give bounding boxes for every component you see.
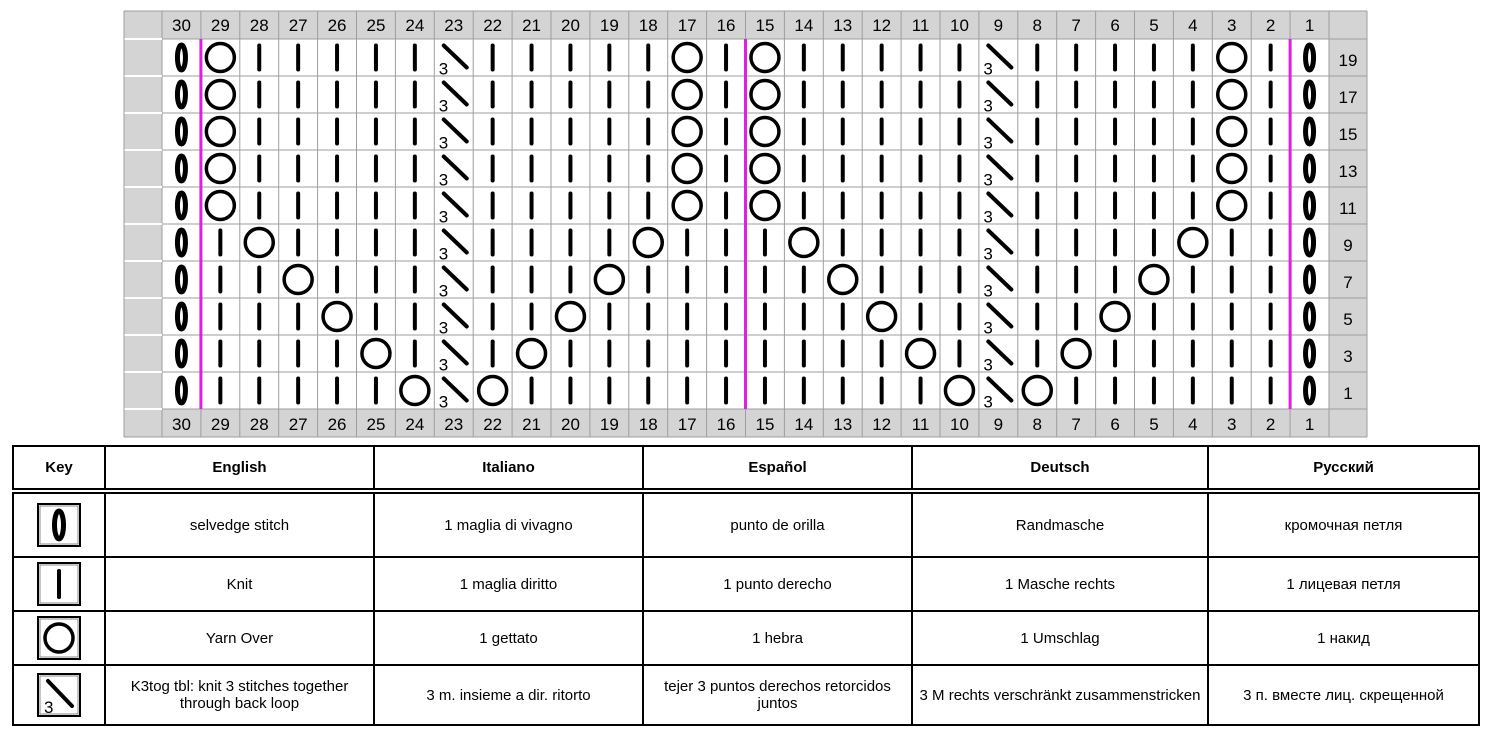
k3tog-numeral: 3 <box>438 170 449 190</box>
yarn-over-symbol <box>751 192 779 220</box>
legend-row-knit <box>13 557 1479 611</box>
row-number: 11 <box>1339 199 1357 218</box>
row-number: 9 <box>1343 236 1353 255</box>
yarn-over-symbol <box>284 266 312 294</box>
column-number-bottom: 14 <box>794 415 814 434</box>
legend-key-yo <box>13 611 105 665</box>
yarn-over-symbol <box>245 229 273 257</box>
legend-key-k3tog <box>13 665 105 725</box>
yarn-over-symbol <box>673 81 701 109</box>
legend-espanol: 1 punto derecho <box>643 557 912 611</box>
column-number-bottom: 25 <box>366 415 386 434</box>
yarn-over-symbol <box>1179 229 1207 257</box>
k3tog-numeral: 3 <box>438 207 449 227</box>
yarn-over-symbol <box>829 266 857 294</box>
k3tog-numeral: 3 <box>983 281 993 301</box>
legend-english: Knit <box>105 557 374 611</box>
row-number: 15 <box>1338 125 1358 144</box>
legend-deutsch: 1 Masche rechts <box>912 557 1208 611</box>
k3tog-numeral: 3 <box>438 392 449 412</box>
column-number-bottom: 9 <box>993 415 1004 434</box>
legend-deutsch: Randmasche <box>912 493 1208 557</box>
legend-key-knit <box>13 557 105 611</box>
yarn-over-symbol <box>1218 44 1246 72</box>
column-number-bottom: 2 <box>1265 415 1276 434</box>
k3tog-numeral: 3 <box>438 318 449 338</box>
column-number-top: 16 <box>716 16 736 35</box>
legend-header-key: Key <box>13 446 105 489</box>
k3tog-numeral: 3 <box>44 698 54 717</box>
yarn-over-symbol <box>206 155 234 183</box>
yarn-over-symbol <box>751 44 779 72</box>
column-number-bottom: 24 <box>405 415 425 434</box>
column-number-bottom: 27 <box>288 415 308 434</box>
column-number-bottom: 12 <box>872 415 892 434</box>
legend-header-row <box>13 446 1479 489</box>
legend-english: Yarn Over <box>105 611 374 665</box>
yarn-over-symbol <box>206 44 234 72</box>
column-number-top: 28 <box>249 16 269 35</box>
column-number-bottom: 29 <box>210 415 230 434</box>
legend-espanol: 1 hebra <box>643 611 912 665</box>
yarn-over-symbol <box>1101 303 1129 331</box>
yarn-over-symbol <box>323 303 351 331</box>
yarn-over-symbol <box>634 229 662 257</box>
knit-stitch-icon <box>36 561 82 607</box>
legend-deutsch: 1 Umschlag <box>912 611 1208 665</box>
yarn-over-symbol <box>1218 155 1246 183</box>
yarn-over-symbol <box>751 81 779 109</box>
yarn-over-symbol <box>751 118 779 146</box>
column-number-bottom: 8 <box>1032 415 1042 434</box>
k3tog-numeral: 3 <box>438 281 449 301</box>
column-number-bottom: 18 <box>638 415 658 434</box>
k3tog-numeral: 3 <box>983 170 993 190</box>
column-number-bottom: 26 <box>327 415 347 434</box>
legend-italiano: 3 m. insieme a dir. ritorto <box>374 665 643 725</box>
column-number-bottom: 3 <box>1227 415 1237 434</box>
column-number-bottom: 11 <box>911 415 930 434</box>
legend-table <box>12 445 1480 726</box>
column-number-bottom: 30 <box>171 415 191 434</box>
column-number-top: 19 <box>599 16 619 35</box>
selvedge-stitch-icon <box>36 502 82 548</box>
legend-header-italiano: Italiano <box>374 446 643 489</box>
row-number: 13 <box>1338 162 1358 181</box>
legend-header-deutsch: Deutsch <box>912 446 1208 489</box>
k3tog-numeral: 3 <box>438 133 449 153</box>
legend-row-selvedge <box>13 493 1479 557</box>
column-number-bottom: 22 <box>483 415 503 434</box>
column-number-bottom: 5 <box>1149 415 1159 434</box>
column-number-bottom: 20 <box>560 415 580 434</box>
column-number-top: 4 <box>1188 16 1198 35</box>
column-number-top: 11 <box>911 16 930 35</box>
column-number-top: 26 <box>327 16 347 35</box>
k3tog-numeral: 3 <box>438 96 449 116</box>
yarn-over-symbol <box>673 192 701 220</box>
row-number: 3 <box>1343 347 1353 366</box>
column-number-bottom: 7 <box>1071 415 1081 434</box>
yarn-over-symbol <box>673 155 701 183</box>
column-number-top: 1 <box>1304 16 1315 35</box>
legend-italiano: 1 maglia diritto <box>374 557 643 611</box>
column-number-top: 29 <box>210 16 230 35</box>
k3tog-numeral: 3 <box>438 244 449 264</box>
legend-russian: 1 лицевая петля <box>1208 557 1479 611</box>
legend-espanol: punto de orilla <box>643 493 912 557</box>
legend-english: selvedge stitch <box>105 493 374 557</box>
column-number-bottom: 23 <box>444 415 464 434</box>
column-number-top: 6 <box>1110 16 1120 35</box>
k3tog-numeral: 3 <box>983 133 993 153</box>
k3tog-numeral: 3 <box>983 59 993 79</box>
column-number-bottom: 19 <box>599 415 619 434</box>
yarn-over-symbol <box>945 377 973 405</box>
row-number: 19 <box>1338 51 1358 70</box>
k3tog-numeral: 3 <box>983 318 993 338</box>
legend-italiano: 1 gettato <box>374 611 643 665</box>
column-number-top: 27 <box>288 16 308 35</box>
column-number-top: 7 <box>1071 16 1081 35</box>
column-number-top: 24 <box>405 16 425 35</box>
legend-row-k3tog <box>13 665 1479 725</box>
yarn-over-symbol <box>1218 81 1246 109</box>
yarn-over-symbol <box>790 229 818 257</box>
yarn-over-symbol <box>1062 340 1090 368</box>
yarn-over-symbol <box>1023 377 1051 405</box>
yarn-over-symbol <box>556 303 584 331</box>
k3tog-numeral: 3 <box>438 59 449 79</box>
legend-key-selvedge <box>13 493 105 557</box>
yarn-over-symbol <box>907 340 935 368</box>
yarn-over-symbol <box>751 155 779 183</box>
column-number-bottom: 28 <box>249 415 269 434</box>
yarn-over-symbol <box>518 340 546 368</box>
k3tog-numeral: 3 <box>438 355 449 375</box>
column-number-top: 12 <box>872 16 892 35</box>
column-number-top: 2 <box>1265 16 1276 35</box>
column-number-top: 21 <box>522 16 542 35</box>
legend-deutsch: 3 M rechts verschränkt zusammenstricken <box>912 665 1208 725</box>
yarn-over-symbol <box>206 81 234 109</box>
column-number-top: 20 <box>560 16 580 35</box>
column-number-bottom: 6 <box>1110 415 1120 434</box>
legend-russian: 1 накид <box>1208 611 1479 665</box>
column-number-bottom: 10 <box>949 415 969 434</box>
legend-italiano: 1 maglia di vivagno <box>374 493 643 557</box>
yarn-over-symbol <box>1140 266 1168 294</box>
column-number-bottom: 17 <box>677 415 697 434</box>
legend-espanol: tejer 3 puntos derechos retorcidos juntos <box>643 665 912 725</box>
column-number-top: 10 <box>949 16 969 35</box>
yarn-over-symbol <box>673 118 701 146</box>
yarn-over-symbol <box>868 303 896 331</box>
column-number-top: 30 <box>171 16 191 35</box>
legend-header-english: English <box>105 446 374 489</box>
legend-header-russian: Русский <box>1208 446 1479 489</box>
column-number-bottom: 21 <box>522 415 542 434</box>
column-number-top: 5 <box>1149 16 1159 35</box>
k3tog-numeral: 3 <box>983 207 993 227</box>
column-number-top: 22 <box>483 16 503 35</box>
yarn-over-symbol <box>401 377 429 405</box>
column-number-top: 18 <box>638 16 658 35</box>
column-number-bottom: 13 <box>833 415 853 434</box>
k3tog-numeral: 3 <box>983 96 993 116</box>
column-number-top: 8 <box>1032 16 1042 35</box>
legend-english: K3tog tbl: knit 3 stitches together through back loop <box>105 665 374 725</box>
k3tog-numeral: 3 <box>983 355 993 375</box>
yarn-over-symbol <box>673 44 701 72</box>
legend-russian: 3 п. вместе лиц. скрещенной <box>1208 665 1479 725</box>
yarn-over-symbol <box>206 118 234 146</box>
column-number-top: 17 <box>677 16 697 35</box>
column-number-top: 14 <box>794 16 814 35</box>
column-number-top: 3 <box>1227 16 1237 35</box>
k3tog-numeral: 3 <box>983 392 993 412</box>
legend-row-yo <box>13 611 1479 665</box>
yarn-over-symbol <box>1218 118 1246 146</box>
yarn-over-symbol <box>595 266 623 294</box>
column-number-bottom: 4 <box>1188 415 1198 434</box>
column-number-top: 9 <box>993 16 1004 35</box>
k3tog-numeral: 3 <box>983 244 993 264</box>
yarn-over-symbol <box>206 192 234 220</box>
row-number: 5 <box>1343 310 1353 329</box>
k3tog-tbl-icon <box>36 672 82 718</box>
row-number: 1 <box>1343 384 1353 403</box>
column-number-bottom: 1 <box>1304 415 1315 434</box>
row-number: 17 <box>1338 88 1358 107</box>
row-number: 7 <box>1343 273 1353 292</box>
legend-header-espanol: Español <box>643 446 912 489</box>
column-number-top: 23 <box>444 16 464 35</box>
column-number-top: 13 <box>833 16 853 35</box>
column-number-bottom: 15 <box>755 415 775 434</box>
column-number-top: 15 <box>755 16 775 35</box>
column-number-top: 25 <box>366 16 386 35</box>
yarn-over-symbol <box>479 377 507 405</box>
yarn-over-icon <box>36 615 82 661</box>
yarn-over-symbol <box>362 340 390 368</box>
column-number-bottom: 16 <box>716 415 736 434</box>
legend-russian: кромочная петля <box>1208 493 1479 557</box>
yarn-over-symbol <box>1218 192 1246 220</box>
